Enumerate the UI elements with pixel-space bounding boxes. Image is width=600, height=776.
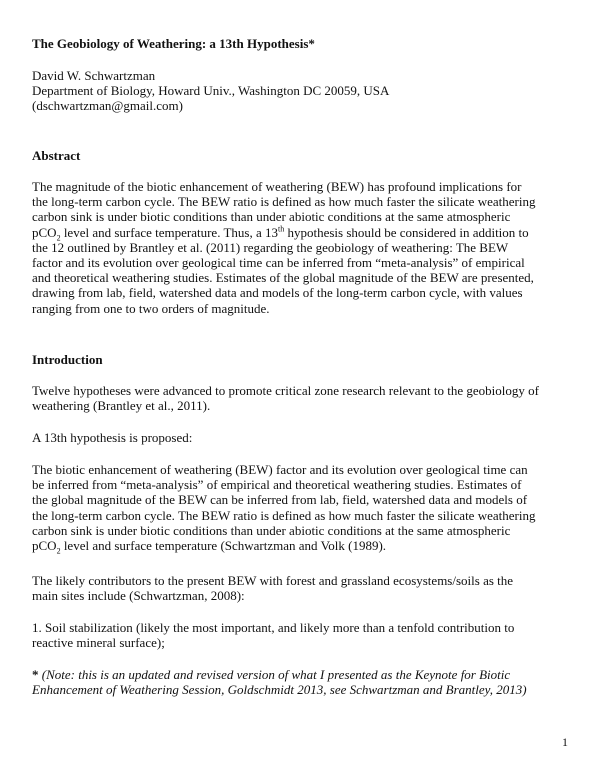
abstract-line: ranging from one to two orders of magnitude. (32, 300, 270, 316)
intro-line (32, 538, 572, 556)
intro-line: 1. Soil stabilization (likely the most important, and likely more than a tenfold contribution to (32, 620, 515, 635)
abstract-line: carbon sink is under biotic conditions than under abiotic conditions at the same atmospheric (32, 209, 511, 225)
subscript: 2 (56, 233, 61, 243)
intro-paragraph-3 (32, 462, 572, 556)
intro-line: the long-term carbon cycle. The BEW ratio is defined as how much faster the silicate weathering (32, 507, 536, 523)
abstract-paragraph (32, 179, 572, 316)
abstract-line: factor and its evolution over geological time can be inferred from “meta-analysis” of empirical (32, 255, 525, 271)
footnote (32, 667, 572, 697)
intro-paragraph-4 (32, 573, 572, 603)
footnote-line (32, 667, 572, 682)
intro-text: level and surface temperature (Schwartzman and Volk (1989). (60, 538, 387, 554)
intro-line: The biotic enhancement of weathering (BEW) factor and its evolution over geological time can (32, 462, 528, 477)
abstract-line: The magnitude of the biotic enhancement of weathering (BEW) has profound implications for (32, 179, 522, 194)
intro-paragraph-1 (32, 383, 572, 413)
subscript: 2 (56, 546, 61, 556)
intro-line: the global magnitude of the BEW can be inferred from lab, field, watershed data and models of (32, 492, 528, 508)
abstract-line: drawing from lab, field, watershed data and models of the long-term carbon cycle, with values (32, 285, 523, 301)
intro-line: carbon sink is under biotic conditions than under abiotic conditions at the same atmospheric (32, 522, 511, 538)
paper-title: The Geobiology of Weathering: a 13th Hypothesis* (32, 36, 315, 51)
intro-paragraph-5 (32, 620, 572, 650)
superscript: th (277, 224, 285, 234)
abstract-line: and theoretical weathering studies. Estimates of the global magnitude of the BEW are presented, (32, 270, 534, 286)
author-name: David W. Schwartzman (32, 68, 156, 83)
author-email: (dschwartzman@gmail.com) (32, 98, 183, 114)
intro-line: main sites include (Schwartzman, 2008): (32, 588, 245, 604)
intro-line: weathering (Brantley et al., 2011). (32, 398, 211, 414)
footnote-text: (Note: this is an updated and revised version of what I presented as the Keynote for Biotic (41, 667, 511, 682)
pco2-text: pCO (32, 538, 57, 554)
abstract-heading: Abstract (32, 148, 81, 163)
author-affiliation: Department of Biology, Howard Univ., Washington DC 20059, USA (32, 83, 390, 99)
page-number: 1 (562, 735, 568, 749)
intro-line: be inferred from “meta-analysis” of empirical and theoretical weathering studies. Estimates of (32, 477, 522, 493)
pco2-text: pCO (32, 224, 57, 240)
introduction-heading: Introduction (32, 352, 103, 367)
abstract-line: the 12 outlined by Brantley et al. (2011) regarding the geobiology of weathering: The BEW (32, 239, 509, 255)
intro-paragraph-2: A 13th hypothesis is proposed: (32, 430, 193, 445)
abstract-line (32, 224, 572, 243)
author-block (32, 68, 572, 114)
intro-line: reactive mineral surface); (32, 635, 165, 651)
footnote-star: * (32, 667, 42, 682)
abstract-text: level and surface temperature. Thus, a 13 (60, 224, 278, 240)
intro-line: Twelve hypotheses were advanced to promote critical zone research relevant to the geobiology of (32, 383, 539, 398)
footnote-line: Enhancement of Weathering Session, Goldschmidt 2013, see Schwartzman and Brantley, 2013) (32, 682, 527, 698)
abstract-text: hypothesis should be considered in addition to (284, 224, 529, 240)
intro-line: The likely contributors to the present BEW with forest and grassland ecosystems/soils as the (32, 573, 514, 588)
abstract-line: the long-term carbon cycle. The BEW ratio is defined as how much faster the silicate weathering (32, 194, 536, 210)
